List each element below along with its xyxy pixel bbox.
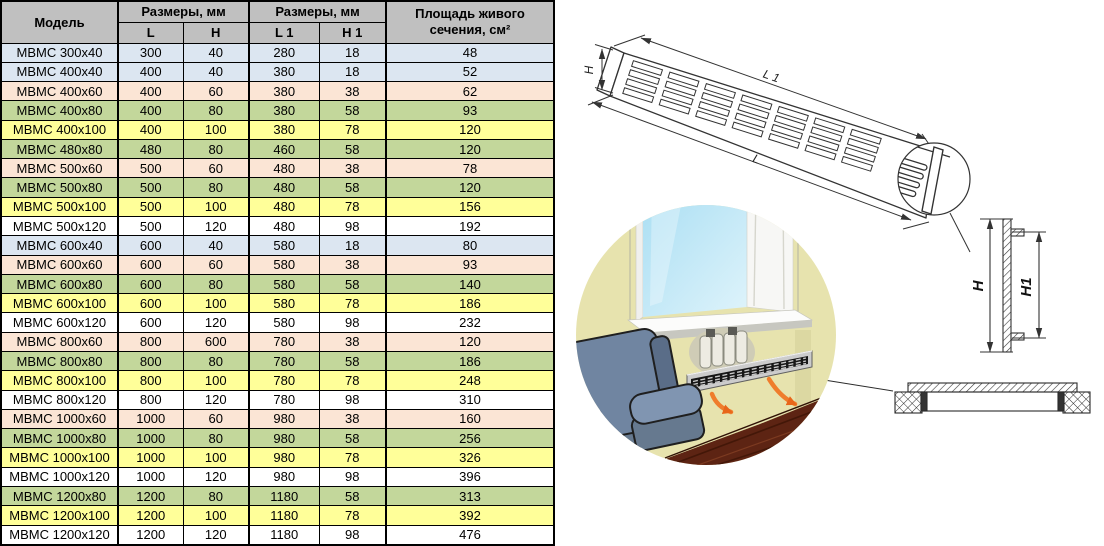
cell-area: 256 [386,429,554,448]
cell-l: 800 [118,352,183,371]
cell-h1: 38 [319,409,386,428]
cell-l1: 580 [249,274,319,293]
cell-h: 80 [183,352,249,371]
cell-h: 60 [183,159,249,178]
cell-h: 120 [183,390,249,409]
cell-area: 476 [386,525,554,545]
cell-area: 313 [386,486,554,505]
cell-h: 120 [183,467,249,486]
cell-area: 326 [386,448,554,467]
table-header [1,1,554,43]
cell-h: 80 [183,486,249,505]
table-row [1,255,554,274]
cell-area: 192 [386,217,554,236]
cell-h1: 98 [319,525,386,545]
cell-l: 400 [118,120,183,139]
cell-h1: 78 [319,506,386,525]
cell-h1: 78 [319,448,386,467]
table-row [1,236,554,255]
cell-h1: 98 [319,313,386,332]
cell-l: 800 [118,332,183,351]
cell-area: 120 [386,332,554,351]
cell-h: 60 [183,82,249,101]
cell-l: 600 [118,274,183,293]
table-row [1,62,554,81]
cell-l: 400 [118,82,183,101]
cell-l1: 380 [249,120,319,139]
iso-grille-drawing [582,35,970,252]
cell-h: 100 [183,197,249,216]
cell-model: МВМС 500x60 [1,159,118,178]
cell-h1: 58 [319,352,386,371]
cell-model: МВМС 1200x80 [1,486,118,505]
cell-area: 232 [386,313,554,332]
cell-h: 100 [183,371,249,390]
cell-h: 80 [183,274,249,293]
cell-l1: 780 [249,332,319,351]
table-row [1,448,554,467]
cell-h1: 58 [319,274,386,293]
cell-h1: 98 [319,217,386,236]
cell-l1: 580 [249,313,319,332]
drawings-panel [553,0,1104,546]
installation-illustration [561,190,862,525]
cell-l1: 1180 [249,506,319,525]
header-model: Модель [1,1,118,43]
table-row [1,120,554,139]
cell-h: 40 [183,43,249,62]
table-row [1,294,554,313]
cell-h1: 38 [319,82,386,101]
table-row [1,197,554,216]
cell-area: 248 [386,371,554,390]
cell-area: 396 [386,467,554,486]
cell-l1: 1180 [249,486,319,505]
cell-area: 160 [386,409,554,428]
cell-model: МВМС 500x120 [1,217,118,236]
cell-model: МВМС 1200x120 [1,525,118,545]
cell-h1: 18 [319,43,386,62]
cell-h1: 38 [319,332,386,351]
cell-area: 120 [386,139,554,158]
table-row [1,486,554,505]
cell-l: 600 [118,313,183,332]
cell-model: МВМС 500x80 [1,178,118,197]
section-label-h: H [970,280,987,292]
cell-model: МВМС 800x120 [1,390,118,409]
cell-h: 100 [183,506,249,525]
cell-h1: 98 [319,390,386,409]
header-dims-l1h1: Размеры, мм [249,1,386,22]
cell-l1: 580 [249,255,319,274]
cell-l: 800 [118,371,183,390]
cell-h: 100 [183,120,249,139]
cell-l: 500 [118,217,183,236]
cell-l: 1000 [118,467,183,486]
cell-area: 186 [386,352,554,371]
header-dims-lh: Размеры, мм [118,1,249,22]
cell-model: МВМС 400x60 [1,82,118,101]
cell-l1: 580 [249,236,319,255]
cell-model: МВМС 1200x100 [1,506,118,525]
table-row [1,429,554,448]
cell-area: 140 [386,274,554,293]
cell-model: МВМС 600x40 [1,236,118,255]
cell-l1: 280 [249,43,319,62]
table-row [1,332,554,351]
cell-area: 156 [386,197,554,216]
cell-area: 120 [386,120,554,139]
header-col-h1: H 1 [319,22,386,43]
cell-l: 800 [118,390,183,409]
cell-model: МВМС 1000x60 [1,409,118,428]
cell-h: 600 [183,332,249,351]
table-row [1,352,554,371]
cell-l1: 780 [249,390,319,409]
cell-h: 120 [183,313,249,332]
cell-model: МВМС 300x40 [1,43,118,62]
table-row [1,217,554,236]
cell-area: 52 [386,62,554,81]
cell-model: МВМС 1000x100 [1,448,118,467]
cell-area: 186 [386,294,554,313]
cell-l1: 980 [249,409,319,428]
cell-h: 40 [183,62,249,81]
cell-h1: 38 [319,255,386,274]
cell-l: 500 [118,178,183,197]
cell-model: МВМС 500x100 [1,197,118,216]
cell-h1: 18 [319,62,386,81]
mount-section [818,379,1090,413]
cell-l1: 780 [249,352,319,371]
cell-l: 400 [118,101,183,120]
cell-h: 80 [183,429,249,448]
cell-h1: 78 [319,371,386,390]
cell-model: МВМС 1000x80 [1,429,118,448]
cell-h1: 18 [319,236,386,255]
cell-l: 500 [118,159,183,178]
cell-h1: 78 [319,197,386,216]
cell-h: 40 [183,236,249,255]
cell-area: 62 [386,82,554,101]
cell-h: 120 [183,525,249,545]
cell-l: 1200 [118,525,183,545]
cell-l: 1000 [118,429,183,448]
cell-model: МВМС 600x80 [1,274,118,293]
cell-l1: 380 [249,82,319,101]
cell-l: 600 [118,294,183,313]
table-row [1,159,554,178]
cell-model: МВМС 800x100 [1,371,118,390]
cell-l1: 980 [249,448,319,467]
dim-label-l: L [750,151,762,167]
cell-model: МВМС 600x60 [1,255,118,274]
cell-l1: 780 [249,371,319,390]
cell-l: 400 [118,62,183,81]
cell-h: 100 [183,448,249,467]
cell-area: 78 [386,159,554,178]
cell-h: 60 [183,409,249,428]
cell-model: МВМС 400x40 [1,62,118,81]
table-row [1,390,554,409]
detail-leader-line [950,213,970,252]
cell-area: 120 [386,178,554,197]
cell-h: 80 [183,101,249,120]
cell-area: 93 [386,101,554,120]
cell-area: 310 [386,390,554,409]
cell-l1: 480 [249,159,319,178]
cell-model: МВМС 600x120 [1,313,118,332]
cell-l: 1000 [118,448,183,467]
cell-h: 80 [183,178,249,197]
cell-model: МВМС 400x100 [1,120,118,139]
cell-l1: 380 [249,62,319,81]
cell-l: 600 [118,255,183,274]
cell-l1: 480 [249,178,319,197]
cell-model: МВМС 800x60 [1,332,118,351]
section-view [970,219,1046,352]
table-row [1,101,554,120]
table-row [1,43,554,62]
cell-l1: 1180 [249,525,319,545]
cell-l1: 380 [249,101,319,120]
cell-l1: 480 [249,197,319,216]
cell-l1: 980 [249,429,319,448]
table-row [1,274,554,293]
cell-l: 300 [118,43,183,62]
header-col-l1: L 1 [249,22,319,43]
cell-l: 480 [118,139,183,158]
cell-h1: 78 [319,294,386,313]
table-row [1,82,554,101]
cell-l1: 580 [249,294,319,313]
cell-l1: 480 [249,217,319,236]
dim-label-h-iso: H [582,65,596,75]
header-col-l: L [118,22,183,43]
cell-h1: 58 [319,178,386,197]
cell-model: МВМС 400x80 [1,101,118,120]
cell-h1: 58 [319,139,386,158]
table-row [1,506,554,525]
cell-h1: 98 [319,467,386,486]
cell-h1: 58 [319,101,386,120]
mount-leader-line [818,379,893,391]
table-row [1,467,554,486]
table-body [1,43,554,545]
table-row [1,313,554,332]
cell-l: 1200 [118,486,183,505]
table-row [1,178,554,197]
cell-h: 80 [183,139,249,158]
window [628,190,812,341]
cell-l: 1000 [118,409,183,428]
cell-model: МВМС 800x80 [1,352,118,371]
header-area: Площадь живого сечения, см² [386,1,554,43]
section-label-h1: H1 [1018,277,1035,297]
cell-l1: 980 [249,467,319,486]
cell-h1: 78 [319,120,386,139]
cell-h1: 58 [319,429,386,448]
cell-model: МВМС 480x80 [1,139,118,158]
cell-l1: 460 [249,139,319,158]
table-row [1,139,554,158]
cell-h: 120 [183,217,249,236]
cell-h: 60 [183,255,249,274]
cell-l: 600 [118,236,183,255]
header-col-h: H [183,22,249,43]
table-row [1,409,554,428]
cell-h1: 58 [319,486,386,505]
table-row [1,371,554,390]
dim-label-l1: L 1 [761,66,782,86]
cell-h1: 38 [319,159,386,178]
cell-h: 100 [183,294,249,313]
cell-l: 1200 [118,506,183,525]
cell-area: 392 [386,506,554,525]
cell-l: 500 [118,197,183,216]
cell-model: МВМС 600x100 [1,294,118,313]
cell-area: 93 [386,255,554,274]
cell-area: 48 [386,43,554,62]
cell-model: МВМС 1000x120 [1,467,118,486]
cell-area: 80 [386,236,554,255]
table-row [1,525,554,545]
